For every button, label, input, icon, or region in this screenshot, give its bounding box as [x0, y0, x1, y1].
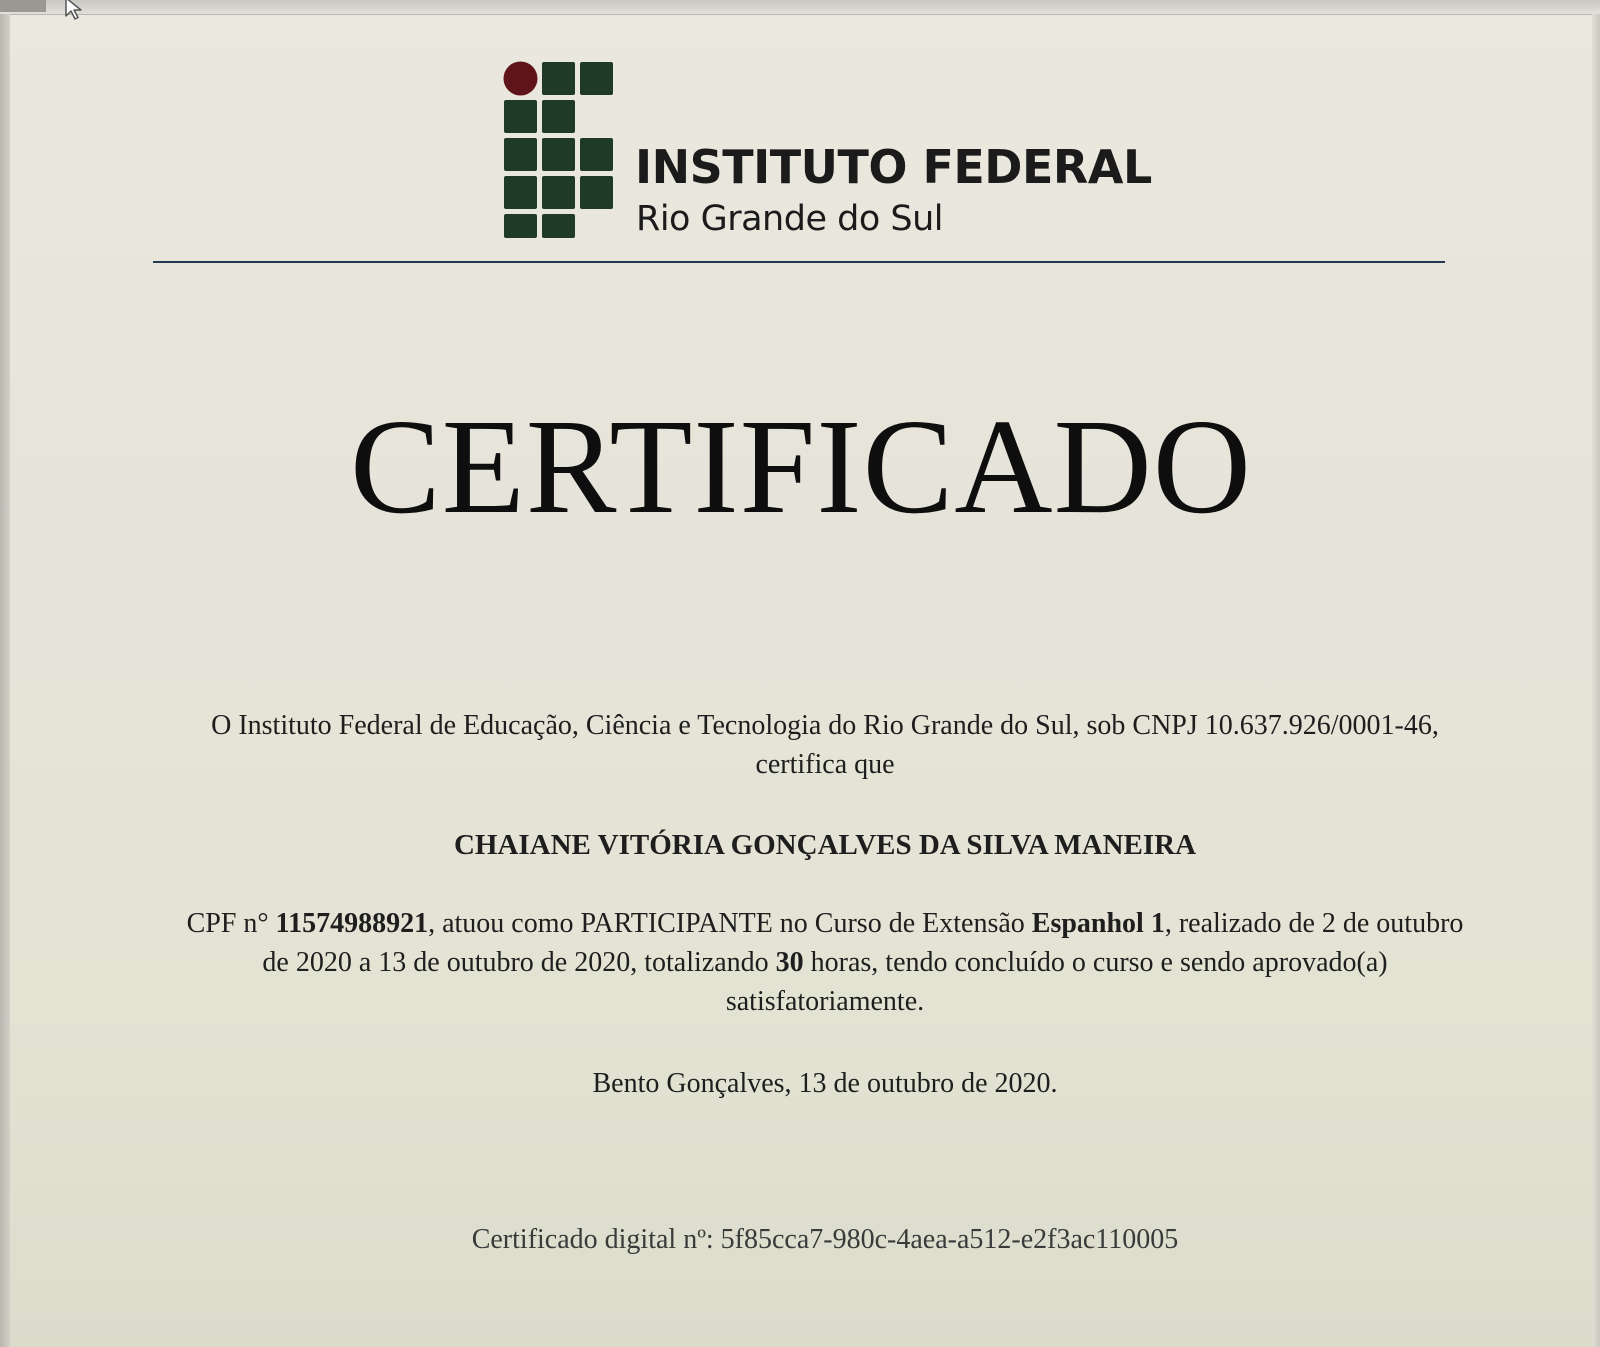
detail-line-2: [70, 943, 1580, 982]
certificate-intro: [110, 706, 1540, 784]
cpf-label: CPF n°: [186, 908, 269, 939]
certificate-title: CERTIFICADO: [350, 392, 1252, 542]
role-text: , atuou como PARTICIPANTE no Curso de Extensão: [428, 908, 1025, 939]
institution-logo-mark-icon: [502, 60, 627, 240]
certificate-details: [70, 904, 1580, 1021]
conclusion-text: horas, tendo concluído o curso e sendo aprovado(a): [810, 947, 1388, 978]
place-and-date: Bento Gonçalves, 13 de outubro de 2020.: [592, 1068, 1058, 1099]
monitor-bezel-left: [0, 14, 10, 1347]
header-divider: [153, 261, 1445, 263]
period-text: , realizado de 2 de outubro: [1164, 908, 1464, 939]
certificate-page: [10, 14, 1592, 1347]
cpf-number: 11574988921: [275, 908, 429, 939]
institution-name: INSTITUTO FEDERAL: [635, 140, 1152, 194]
intro-line-2: certifica que: [755, 749, 895, 780]
monitor-bezel-right: [1592, 14, 1600, 1347]
digital-label: Certificado digital nº:: [471, 1224, 714, 1255]
period-text-2: de 2020 a 13 de outubro de 2020, totalizando: [262, 947, 769, 978]
digital-code: 5f85cca7-980c-4aea-a512-e2f3ac110005: [720, 1224, 1179, 1255]
intro-line-1: O Instituto Federal de Educação, Ciência e Tecnologia do Rio Grande do Sul, sob CNPJ 10.637.926/0001-46,: [211, 710, 1439, 741]
institution-logo: [502, 60, 1152, 250]
course-hours: 30: [775, 947, 804, 978]
recipient-name: CHAIANE VITÓRIA GONÇALVES DA SILVA MANEIRA: [453, 829, 1197, 861]
course-name: Espanhol 1: [1031, 908, 1165, 939]
institution-campus: Rio Grande do Sul: [636, 199, 943, 239]
detail-line-3: satisfatoriamente.: [725, 986, 925, 1017]
detail-line-1: [70, 904, 1580, 943]
window-tab: [0, 0, 46, 12]
window-top-bar: [0, 0, 1600, 15]
digital-certificate-code: [110, 1220, 1540, 1259]
